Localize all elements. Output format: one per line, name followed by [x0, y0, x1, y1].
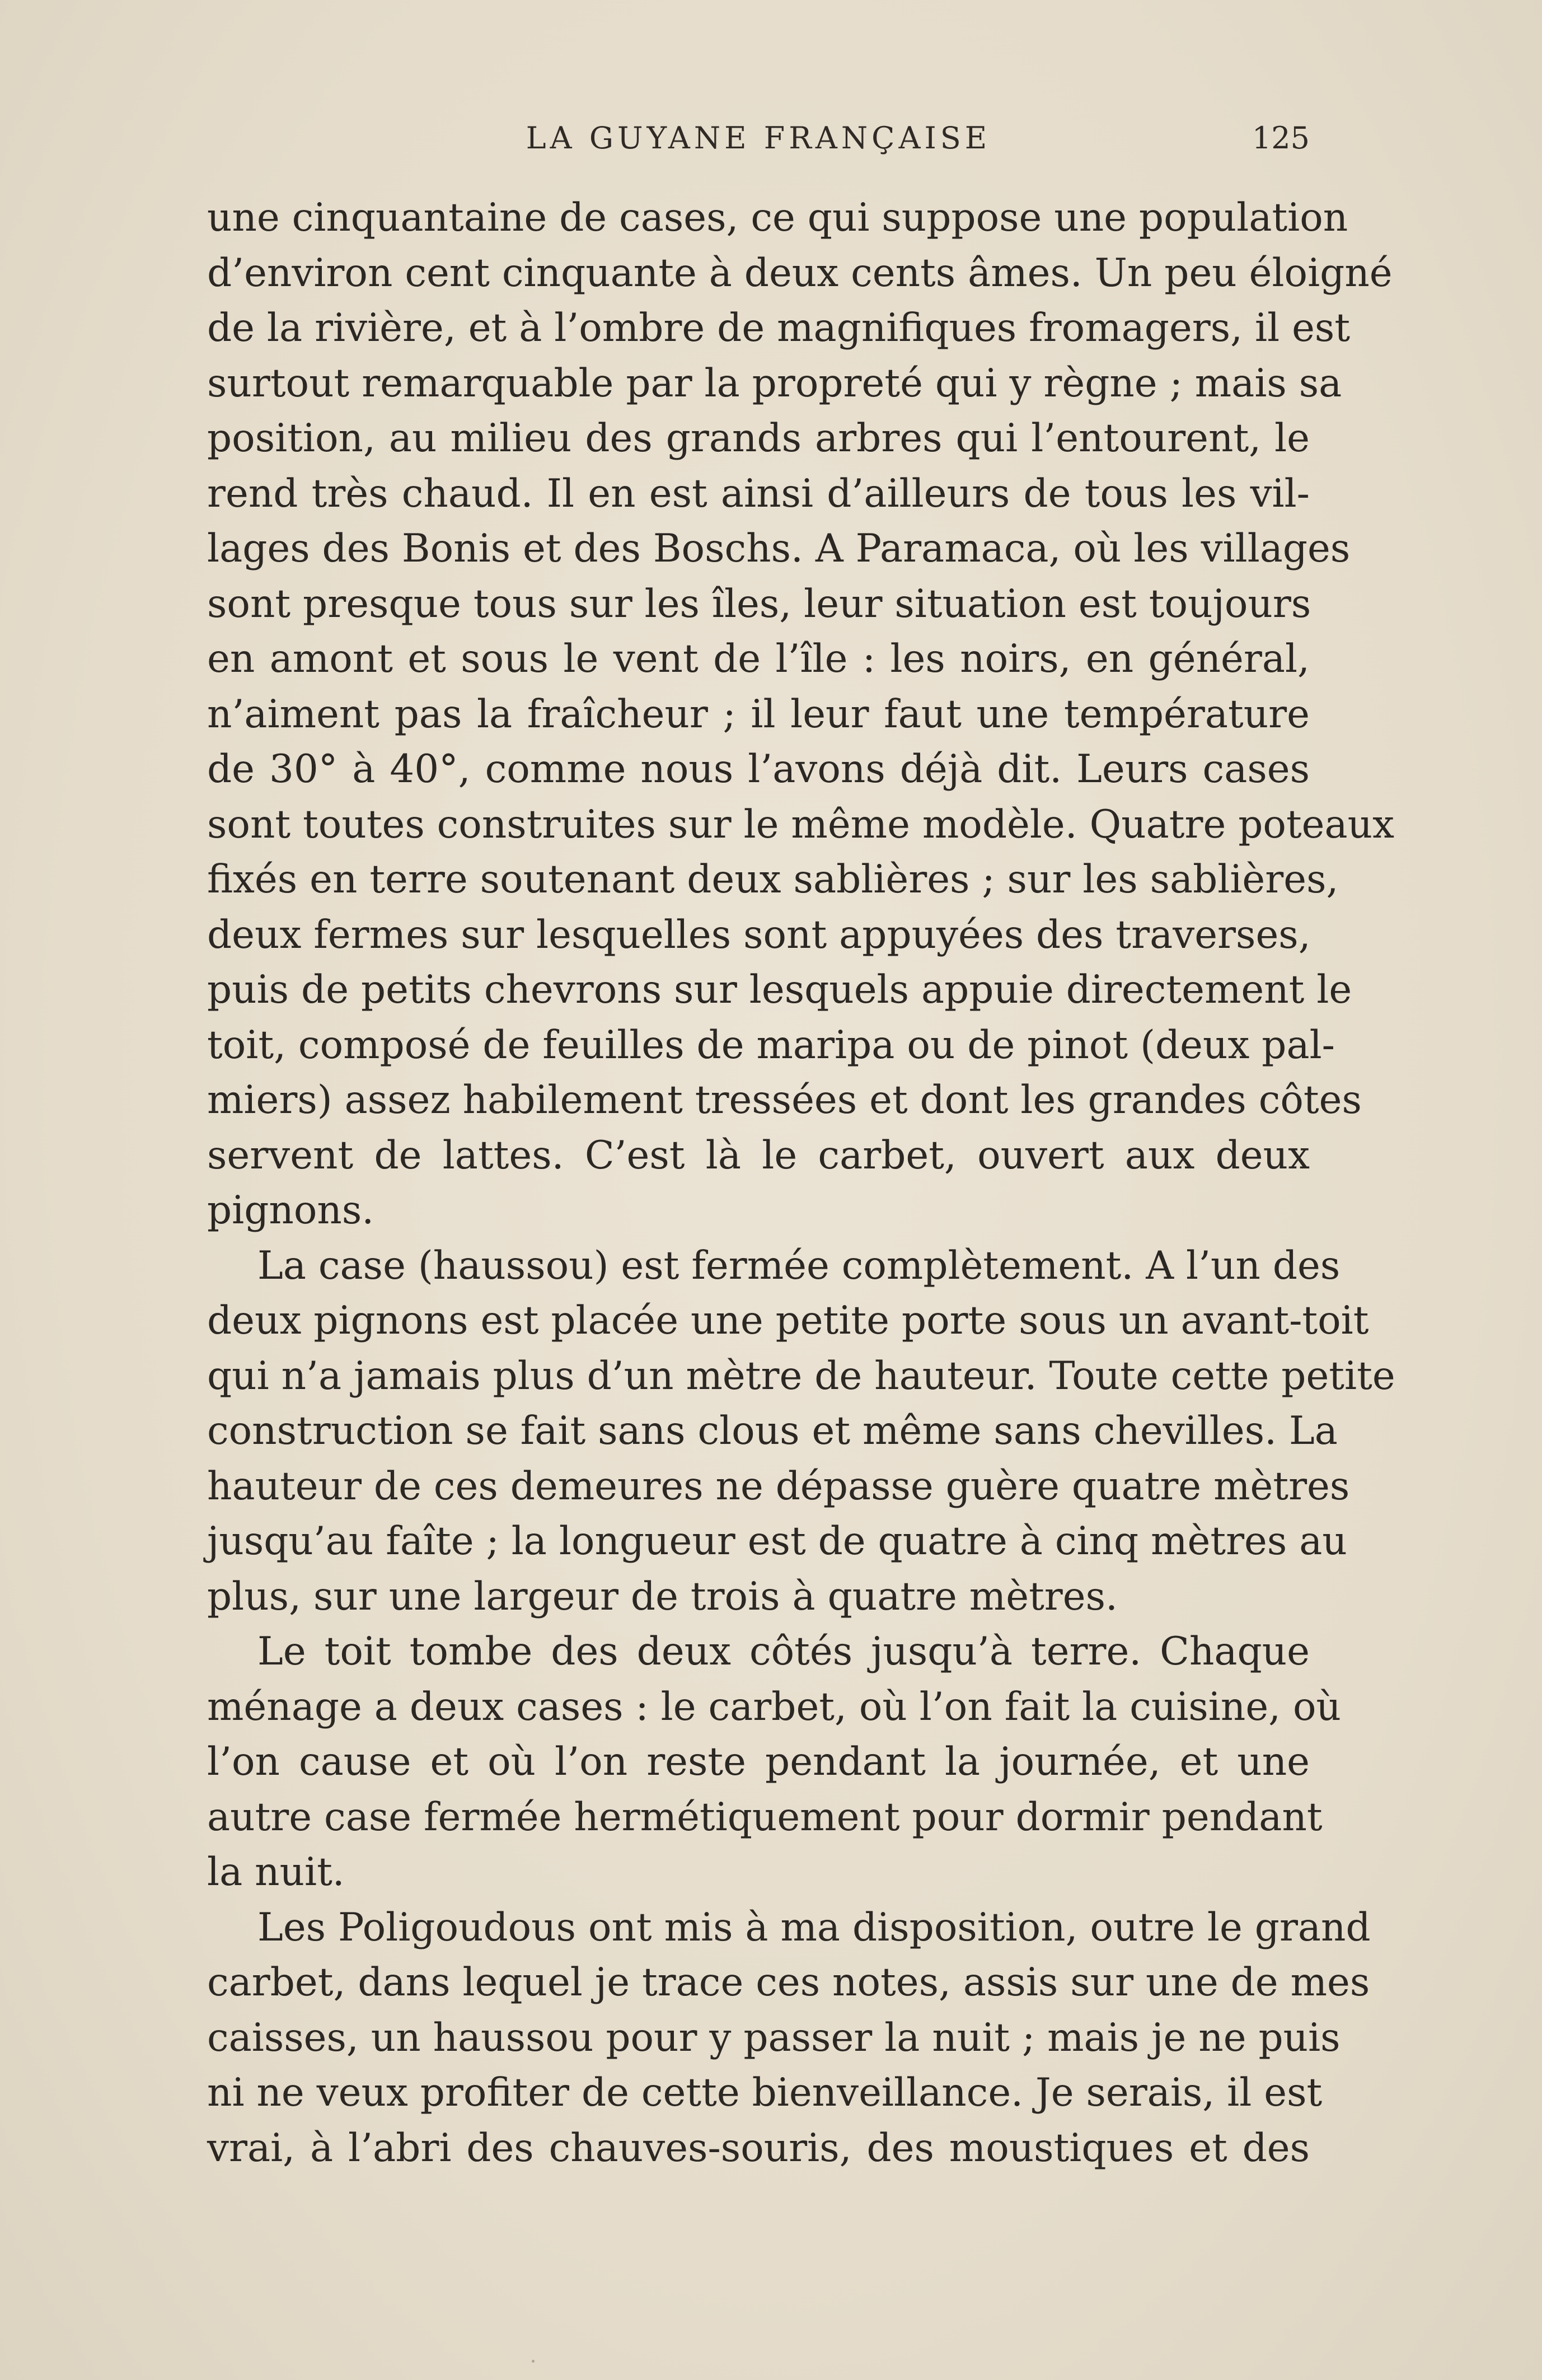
page-number: 125 — [1252, 120, 1310, 156]
text-line: servent de lattes. C’est là le carbet, ouvert aux deux — [207, 1133, 1310, 1178]
text-line: ménage a deux cases : le carbet, où l’on fait la cuisine, où — [207, 1684, 1341, 1729]
text-line: position, au milieu des grands arbres qui l’entourent, le — [207, 416, 1310, 461]
text-line: Les Poligoudous ont mis à ma disposition, outre le grand — [257, 1905, 1371, 1950]
text-line: toit, composé de feuilles de maripa ou de pinot (deux pal- — [207, 1022, 1335, 1068]
text-line: sont presque tous sur les îles, leur situation est toujours — [207, 581, 1311, 626]
body-text — [207, 190, 1395, 2176]
text-line: une cinquantaine de cases, ce qui suppose une population — [207, 195, 1348, 240]
text-line: ni ne veux profiter de cette bienveillance. Je serais, il est — [207, 2070, 1323, 2115]
text-line: jusqu’au faîte ; la longueur est de quatre à cinq mètres au — [207, 1519, 1347, 1564]
paper-speck — [532, 2360, 535, 2363]
text-line: carbet, dans lequel je trace ces notes, assis sur une de mes — [207, 1960, 1370, 2005]
text-line: de 30° à 40°, comme nous l’avons déjà dit. Leurs cases — [207, 747, 1310, 792]
paragraph-4 — [207, 1900, 1371, 2176]
text-line: autre case fermée hermétiquement pour dormir pendant — [207, 1794, 1323, 1840]
text-line: en amont et sous le vent de l’île : les noirs, en général, — [207, 637, 1310, 681]
text-line: vrai, à l’abri des chauves-souris, des moustiques et des — [207, 2125, 1310, 2171]
text-line: lages des Bonis et des Boschs. A Paramaca, où les villages — [207, 526, 1351, 571]
text-line: surtout remarquable par la propreté qui y règne ; mais sa — [207, 361, 1342, 406]
text-line: construction se fait sans clous et même sans chevilles. La — [207, 1409, 1338, 1453]
text-line: l’on cause et où l’on reste pendant la journée, et une — [207, 1740, 1310, 1784]
text-line: la nuit. — [207, 1850, 345, 1895]
running-title: LA GUYANE FRANÇAISE — [526, 120, 991, 156]
text-line: caisses, un haussou pour y passer la nuit ; mais je ne puis — [207, 2015, 1341, 2060]
text-line: deux pignons est placée une petite porte sous un avant-toit — [207, 1298, 1369, 1343]
text-line: fixés en terre soutenant deux sablières ; sur les sablières, — [207, 857, 1339, 902]
paragraph-3 — [207, 1624, 1341, 1900]
text-line: plus, sur une largeur de trois à quatre mètres. — [207, 1574, 1118, 1619]
text-line: sont toutes construites sur le même modèle. Quatre poteaux — [207, 802, 1395, 847]
paragraph-2 — [207, 1238, 1395, 1625]
text-line: pignons. — [207, 1188, 374, 1233]
text-line: miers) assez habilement tressées et dont les grandes côtes — [207, 1078, 1362, 1123]
text-line: hauteur de ces demeures ne dépasse guère quatre mètres — [207, 1463, 1350, 1509]
text-line: d’environ cent cinquante à deux cents âmes. Un peu éloigné — [207, 250, 1393, 296]
paragraph-1 — [207, 190, 1395, 1238]
text-line: Le toit tombe des deux côtés jusqu’à terre. Chaque — [257, 1629, 1310, 1674]
text-line: de la rivière, et à l’ombre de magnifiques fromagers, il est — [207, 306, 1351, 350]
text-line: qui n’a jamais plus d’un mètre de hauteur. Toute cette petite — [207, 1353, 1395, 1399]
text-line: La case (haussou) est fermée complètement. A l’un des — [257, 1243, 1341, 1288]
text-line: n’aiment pas la fraîcheur ; il leur faut une température — [207, 691, 1310, 737]
text-line: deux fermes sur lesquelles sont appuyées des traverses, — [207, 912, 1311, 957]
text-line: rend très chaud. Il en est ainsi d’ailleurs de tous les vil- — [207, 471, 1310, 516]
text-line: puis de petits chevrons sur lesquels appuie directement le — [207, 967, 1352, 1012]
page-header — [207, 120, 1310, 171]
